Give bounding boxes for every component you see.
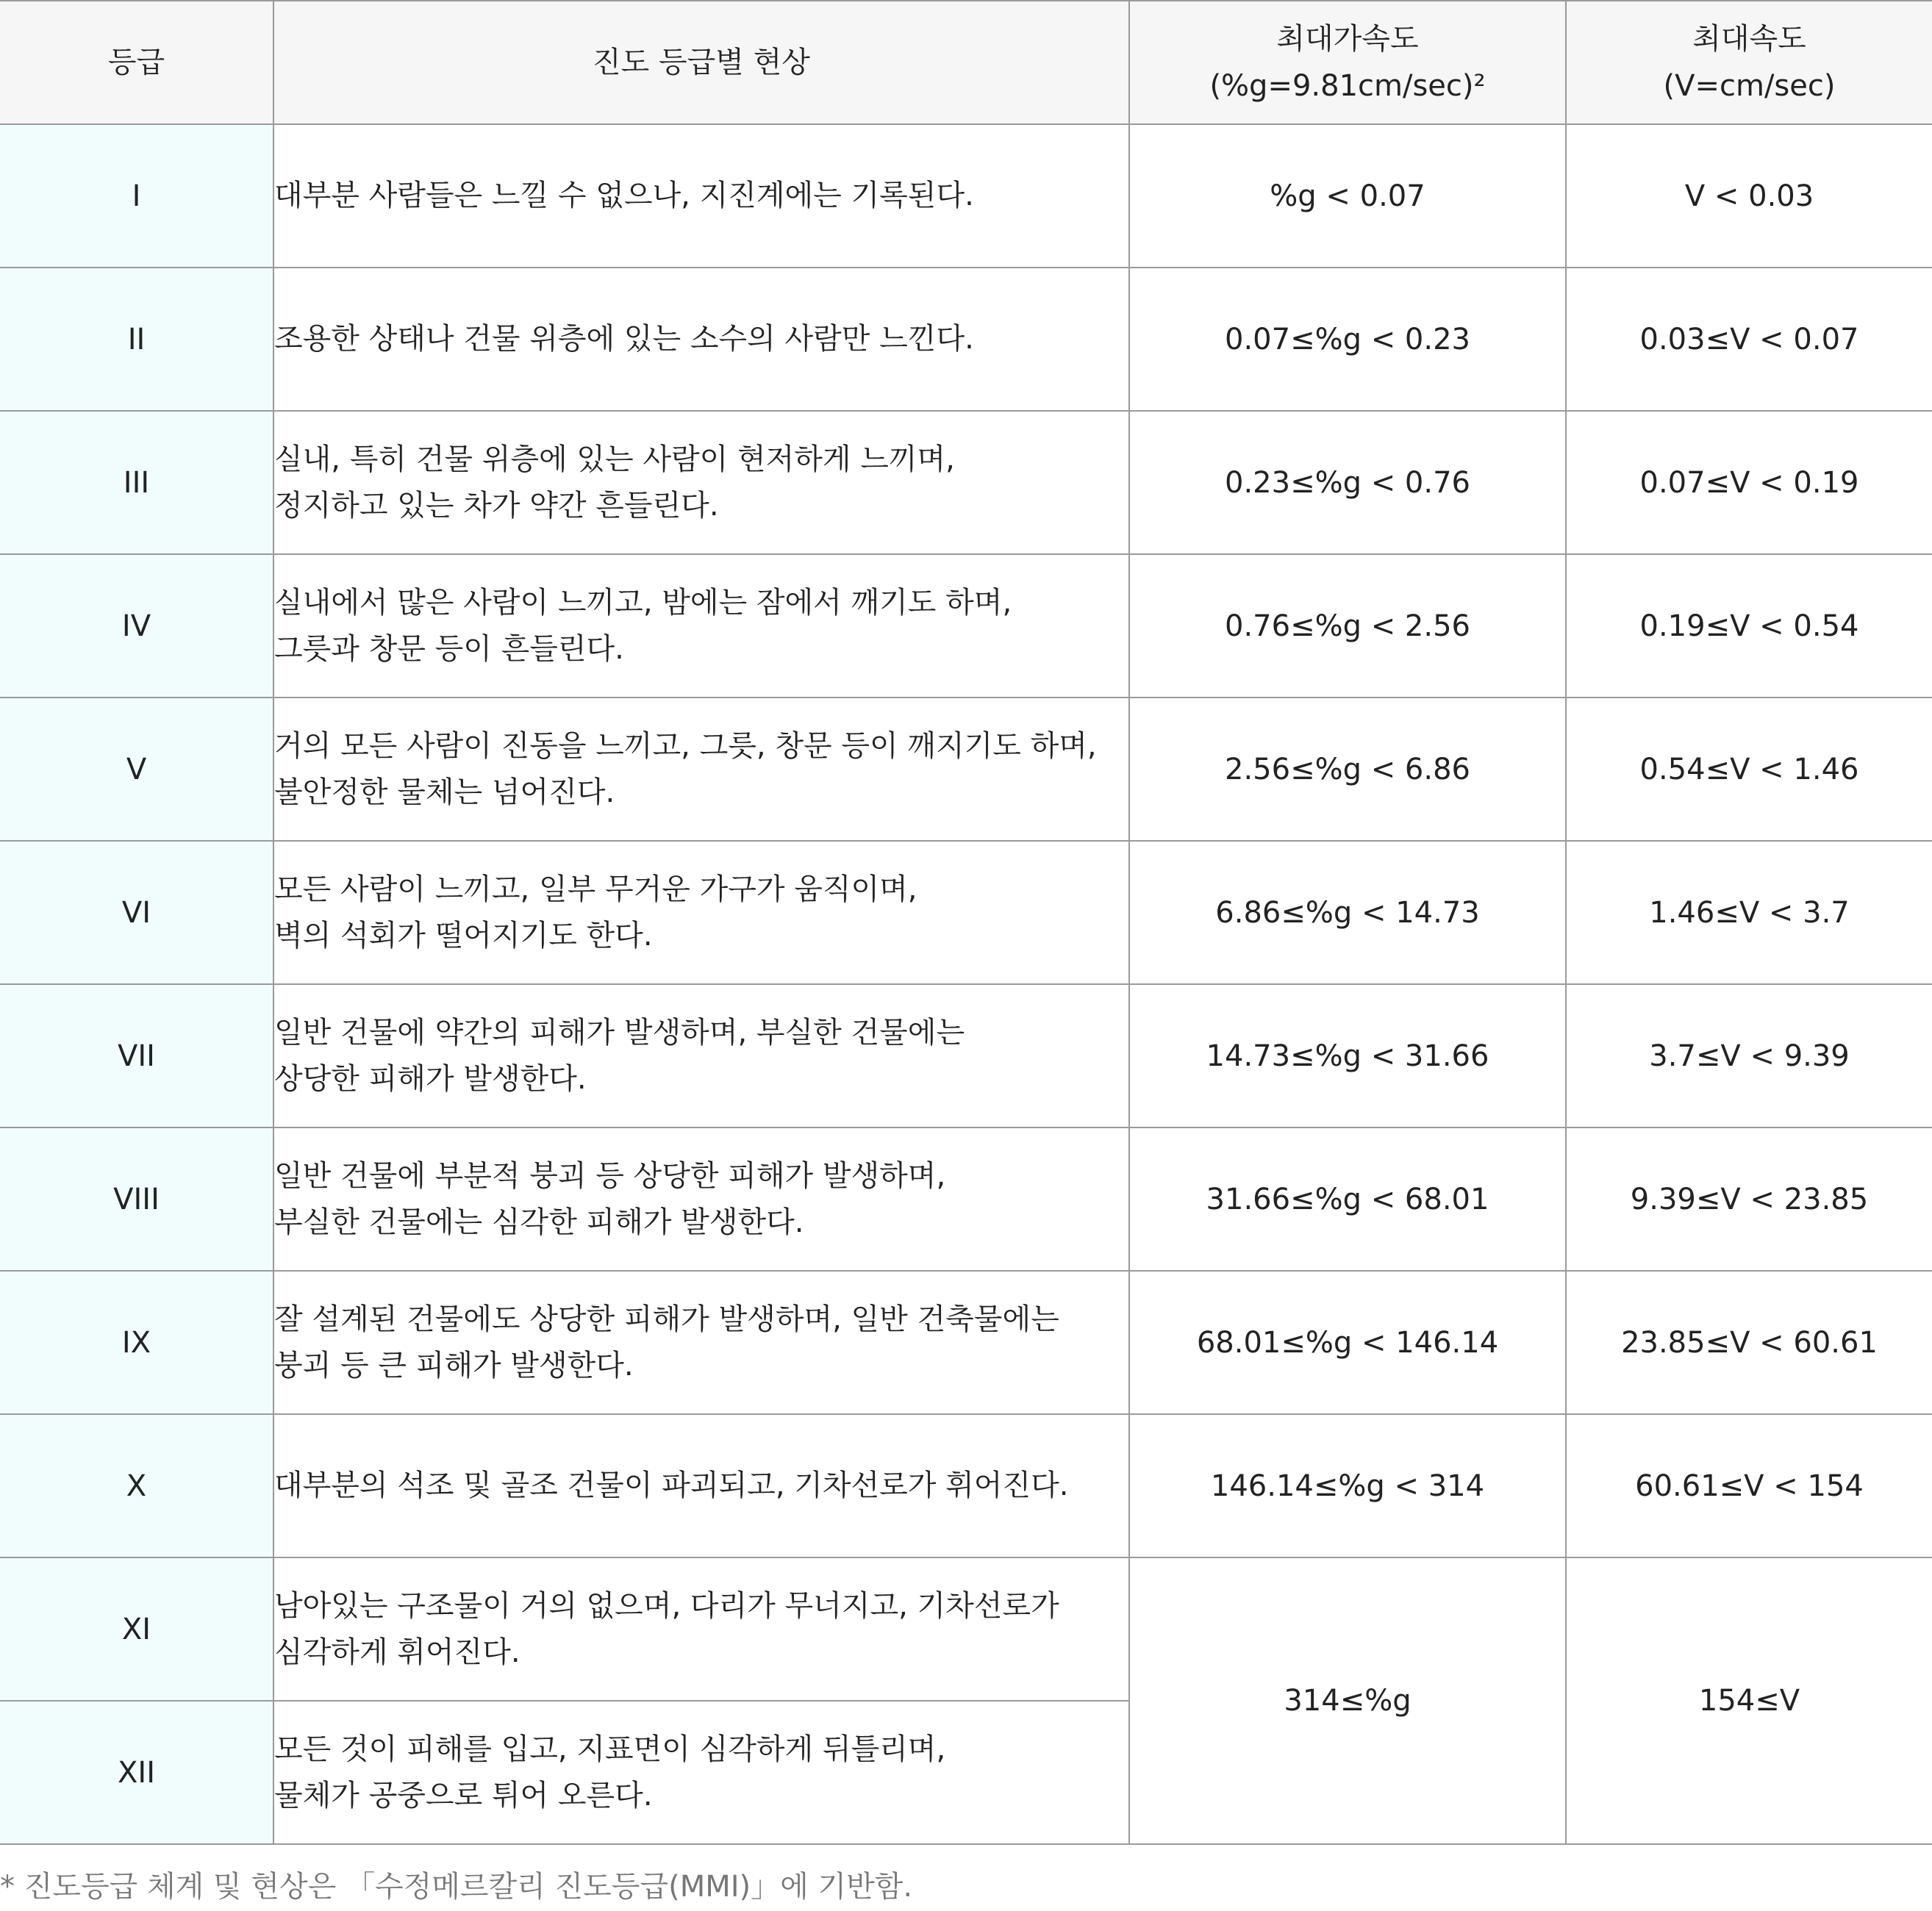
description-cell: 조용한 상태나 건물 위층에 있는 소수의 사람만 느낀다. [273,268,1129,411]
grade-cell: VII [0,984,273,1127]
table-row [0,554,1932,698]
grade-cell: II [0,268,273,411]
velocity-cell: 3.7≤V < 9.39 [1566,984,1932,1127]
velocity-cell: 0.03≤V < 0.07 [1566,268,1932,411]
velocity-cell: 60.61≤V < 154 [1566,1414,1932,1557]
grade-cell: XI [0,1557,273,1701]
acceleration-cell: %g < 0.07 [1129,124,1566,268]
description-cell: 일반 건물에 약간의 피해가 발생하며, 부실한 건물에는 상당한 피해가 발생한다. [273,984,1129,1127]
grade-cell: XII [0,1701,273,1844]
description-cell: 실내, 특히 건물 위층에 있는 사람이 현저하게 느끼며, 정지하고 있는 차가 약간 흔들린다. [273,411,1129,554]
velocity-cell: 0.07≤V < 0.19 [1566,411,1932,554]
acceleration-cell: 31.66≤%g < 68.01 [1129,1127,1566,1271]
header-max-acceleration: 최대가속도 (%g=9.81cm/sec)² [1129,1,1566,124]
velocity-cell: 0.54≤V < 1.46 [1566,698,1932,841]
table-row [0,1127,1932,1271]
header-max-velocity: 최대속도 (V=cm/sec) [1566,1,1932,124]
description-cell: 거의 모든 사람이 진동을 느끼고, 그릇, 창문 등이 깨지기도 하며, 불안정한 물체는 넘어진다. [273,698,1129,841]
table-row [0,841,1932,984]
velocity-cell-merged: 154≤V [1566,1557,1932,1844]
acceleration-cell-merged: 314≤%g [1129,1557,1566,1844]
velocity-cell: 1.46≤V < 3.7 [1566,841,1932,984]
velocity-cell: V < 0.03 [1566,124,1932,268]
acceleration-cell: 2.56≤%g < 6.86 [1129,698,1566,841]
acceleration-cell: 0.07≤%g < 0.23 [1129,268,1566,411]
table-row [0,984,1932,1127]
acceleration-cell: 0.23≤%g < 0.76 [1129,411,1566,554]
acceleration-cell: 14.73≤%g < 31.66 [1129,984,1566,1127]
description-cell: 모든 것이 피해를 입고, 지표면이 심각하게 뒤틀리며, 물체가 공중으로 튀어 오른다. [273,1701,1129,1844]
acceleration-cell: 0.76≤%g < 2.56 [1129,554,1566,698]
grade-cell: VIII [0,1127,273,1271]
grade-cell: IV [0,554,273,698]
description-cell: 대부분 사람들은 느낄 수 없으나, 지진계에는 기록된다. [273,124,1129,268]
velocity-cell: 9.39≤V < 23.85 [1566,1127,1932,1271]
velocity-cell: 23.85≤V < 60.61 [1566,1271,1932,1414]
header-grade: 등급 [0,1,273,124]
grade-cell: I [0,124,273,268]
table-row [0,1414,1932,1557]
acceleration-cell: 6.86≤%g < 14.73 [1129,841,1566,984]
header-phenomenon: 진도 등급별 현상 [273,1,1129,124]
description-cell: 일반 건물에 부분적 붕괴 등 상당한 피해가 발생하며, 부실한 건물에는 심각한 피해가 발생한다. [273,1127,1129,1271]
description-cell: 남아있는 구조물이 거의 없으며, 다리가 무너지고, 기차선로가 심각하게 휘어진다. [273,1557,1129,1701]
table-row [0,698,1932,841]
table-row [0,411,1932,554]
acceleration-cell: 146.14≤%g < 314 [1129,1414,1566,1557]
footnote: * 진도등급 체계 및 현상은 「수정메르칼리 진도등급(MMI)」에 기반함. [0,1870,913,1904]
table-row [0,1271,1932,1414]
table-row [0,268,1932,411]
velocity-cell: 0.19≤V < 0.54 [1566,554,1932,698]
description-cell: 실내에서 많은 사람이 느끼고, 밤에는 잠에서 깨기도 하며, 그릇과 창문 등이 흔들린다. [273,554,1129,698]
grade-cell: III [0,411,273,554]
table-row [0,1557,1932,1701]
header-row [0,1,1932,124]
description-cell: 모든 사람이 느끼고, 일부 무거운 가구가 움직이며, 벽의 석회가 떨어지기도 한다. [273,841,1129,984]
description-cell: 잘 설계된 건물에도 상당한 피해가 발생하며, 일반 건축물에는 붕괴 등 큰 피해가 발생한다. [273,1271,1129,1414]
grade-cell: X [0,1414,273,1557]
grade-cell: IX [0,1271,273,1414]
description-cell: 대부분의 석조 및 골조 건물이 파괴되고, 기차선로가 휘어진다. [273,1414,1129,1557]
table-row [0,124,1932,268]
grade-cell: V [0,698,273,841]
acceleration-cell: 68.01≤%g < 146.14 [1129,1271,1566,1414]
grade-cell: VI [0,841,273,984]
